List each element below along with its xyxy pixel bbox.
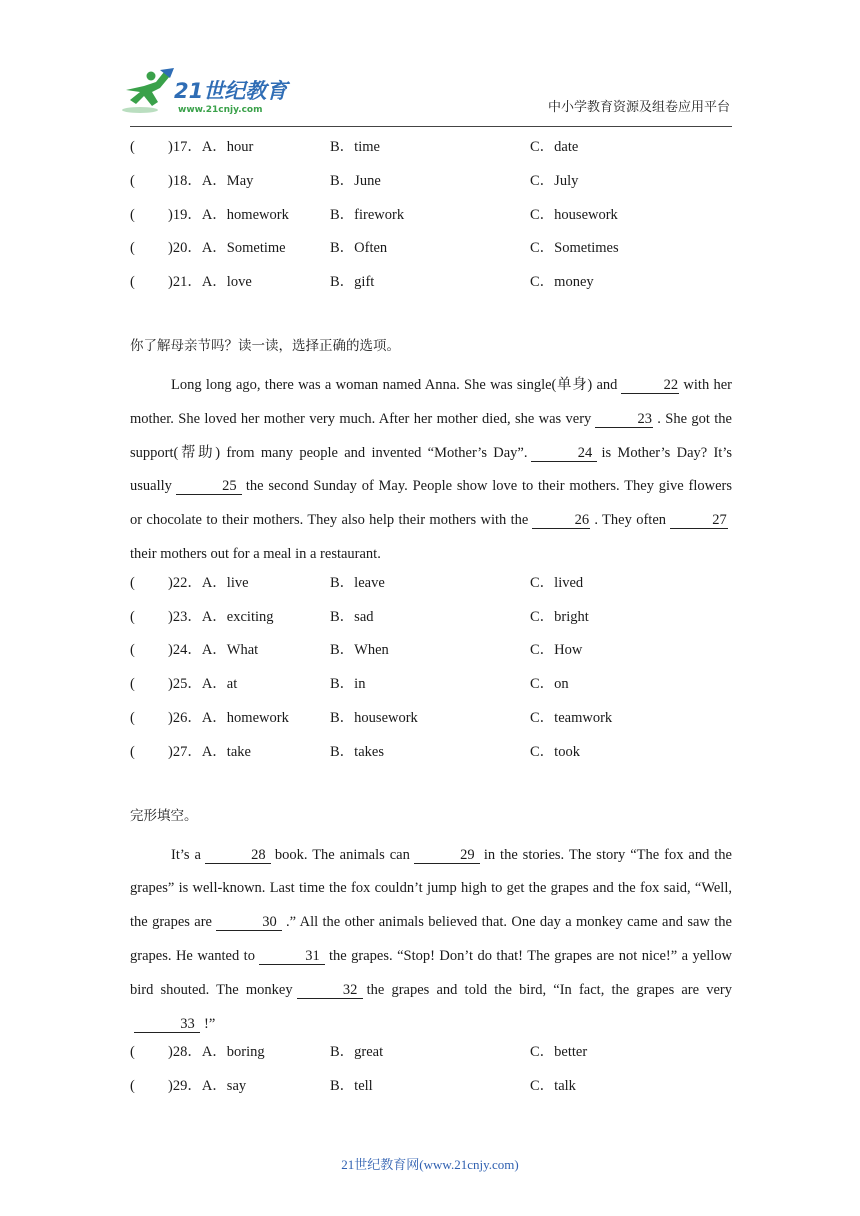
option-c: C．date (530, 139, 579, 155)
option-c: C．on (530, 676, 569, 693)
question-row (130, 673, 732, 707)
option-a: )26．A．homework (168, 709, 289, 726)
worksheet-content (130, 136, 732, 1109)
option-b: B．gift (330, 274, 375, 291)
passage-text: the grapes. “Stop! Don’t do that! The grapes are not nice!” a yellow bird shouted. The monkey (130, 947, 732, 998)
option-c: C．bright (530, 608, 589, 625)
blank-23[interactable]: 23 (595, 411, 653, 428)
passage-text: Long long ago, there was a woman named Anna. She was single(单身) and (171, 376, 618, 393)
option-c: C．housework (530, 206, 618, 223)
blank-22[interactable]: 22 (621, 377, 679, 394)
question-row (130, 170, 732, 204)
answer-paren: ( (130, 709, 135, 726)
option-a: )22．A．live (168, 574, 249, 591)
question-list-1 (130, 136, 732, 305)
passage-text: . She got the support(帮助) from many people and invented “Mother’s Day”. (130, 410, 732, 461)
passage-text: the grapes and told the bird, “In fact, the grapes are very (366, 981, 732, 998)
question-row (130, 639, 732, 673)
option-b: B．housework (330, 709, 418, 726)
answer-paren: ( (130, 139, 135, 155)
passage-text: their mothers out for a meal in a restaurant. (130, 545, 381, 562)
passage-text: It’s a (171, 846, 201, 863)
option-a: )25．A．at (168, 676, 238, 693)
option-c: C．money (530, 274, 594, 291)
passage-text: in the stories. The story “The fox and the grapes” is well-known. Last time the fox couldn’t jump high to get the grapes and the fox said, “Well, the grapes are (130, 846, 732, 931)
passage-text: !” (204, 1015, 216, 1032)
question-row (130, 237, 732, 271)
option-a: )23．A．exciting (168, 608, 274, 625)
blank-33[interactable]: 33 (134, 1016, 200, 1033)
cloze-passage (130, 839, 732, 1042)
page-header (0, 0, 860, 130)
answer-paren: ( (130, 642, 135, 659)
reading-passage (130, 369, 732, 572)
option-c: C．How (530, 642, 583, 659)
logo (118, 68, 293, 118)
option-a: )19．A．homework (168, 206, 289, 223)
option-c: C．talk (530, 1078, 576, 1095)
option-a: )24．A．What (168, 642, 259, 659)
section-gap (130, 305, 732, 335)
option-b: B．time (330, 139, 380, 155)
option-c: C．teamwork (530, 709, 613, 726)
option-c: C．took (530, 743, 580, 760)
section-instruction: 完形填空。 (130, 807, 198, 824)
passage-paragraph (130, 369, 732, 572)
header-divider (130, 126, 732, 127)
logo-text: 21世纪教育 (174, 79, 288, 103)
option-b: B．takes (330, 743, 384, 760)
option-c: C．lived (530, 574, 584, 591)
platform-title: 中小学教育资源及组卷应用平台 (547, 100, 730, 115)
answer-paren: ( (130, 743, 135, 760)
question-row (130, 271, 732, 305)
question-list-3 (130, 1041, 732, 1109)
option-a: )21．A．love (168, 274, 252, 291)
option-a: )17．A．hour (168, 139, 254, 155)
option-b: B．tell (330, 1078, 373, 1095)
blank-27[interactable]: 27 (670, 512, 728, 529)
logo-url: www.21cnjy.com (178, 105, 263, 115)
question-list-2 (130, 572, 732, 775)
option-c: C．July (530, 172, 579, 189)
footer-link[interactable]: 21世纪教育网(www.21cnjy.com) (341, 1157, 519, 1172)
passage-text: . They often (594, 512, 666, 529)
question-row (130, 136, 732, 170)
blank-26[interactable]: 26 (532, 512, 590, 529)
answer-paren: ( (130, 172, 135, 189)
answer-paren: ( (130, 274, 135, 291)
answer-paren: ( (130, 608, 135, 625)
option-b: B．Often (330, 240, 388, 257)
option-c: C．Sometimes (530, 240, 619, 257)
answer-paren: ( (130, 574, 135, 591)
runner-icon (122, 68, 174, 113)
question-row (130, 741, 732, 775)
question-row (130, 572, 732, 606)
blank-28[interactable]: 28 (205, 847, 271, 864)
option-a: )29．A．say (168, 1078, 247, 1095)
option-b: B．leave (330, 574, 385, 591)
blank-25[interactable]: 25 (176, 478, 242, 495)
option-a: )28．A．boring (168, 1044, 265, 1061)
option-b: B．June (330, 172, 381, 189)
section-gap (130, 775, 732, 805)
option-b: B．great (330, 1044, 384, 1061)
blank-32[interactable]: 32 (297, 982, 363, 999)
passage-paragraph (130, 839, 732, 1042)
question-row (130, 1075, 732, 1109)
option-a: )18．A．May (168, 172, 254, 189)
blank-30[interactable]: 30 (216, 914, 282, 931)
option-c: C．better (530, 1044, 588, 1061)
passage-text: .” All the other animals believed that. One day a monkey came and saw the grapes. He wanted to (130, 914, 732, 964)
section-instruction: 你了解母亲节吗？读一读，选择正确的选项。 (130, 337, 400, 354)
answer-paren: ( (130, 206, 135, 223)
answer-paren: ( (130, 240, 135, 257)
option-a: )27．A．take (168, 743, 251, 760)
passage-text: the second Sunday of May. People show love to their mothers. They give flowers or chocolate to their mothers. They also help their mothers with the (130, 478, 732, 529)
option-b: B．sad (330, 608, 374, 625)
answer-paren: ( (130, 1078, 135, 1095)
option-a: )20．A．Sometime (168, 240, 286, 257)
answer-paren: ( (130, 1044, 135, 1061)
option-b: B．in (330, 676, 366, 693)
blank-24[interactable]: 24 (531, 445, 597, 462)
question-row (130, 204, 732, 238)
question-row (130, 707, 732, 741)
passage-text: book. The animals can (274, 846, 410, 863)
passage-text: with her mother. She loved her mother very much. After her mother died, she was very (130, 376, 732, 427)
option-b: B．firework (330, 206, 405, 223)
option-b: B．When (330, 642, 389, 659)
blank-29[interactable]: 29 (414, 847, 480, 864)
question-row (130, 1041, 732, 1075)
passage-text: is Mother’s Day? It’s usually (130, 444, 732, 495)
blank-31[interactable]: 31 (259, 948, 325, 965)
answer-paren: ( (130, 676, 135, 693)
question-row (130, 606, 732, 640)
